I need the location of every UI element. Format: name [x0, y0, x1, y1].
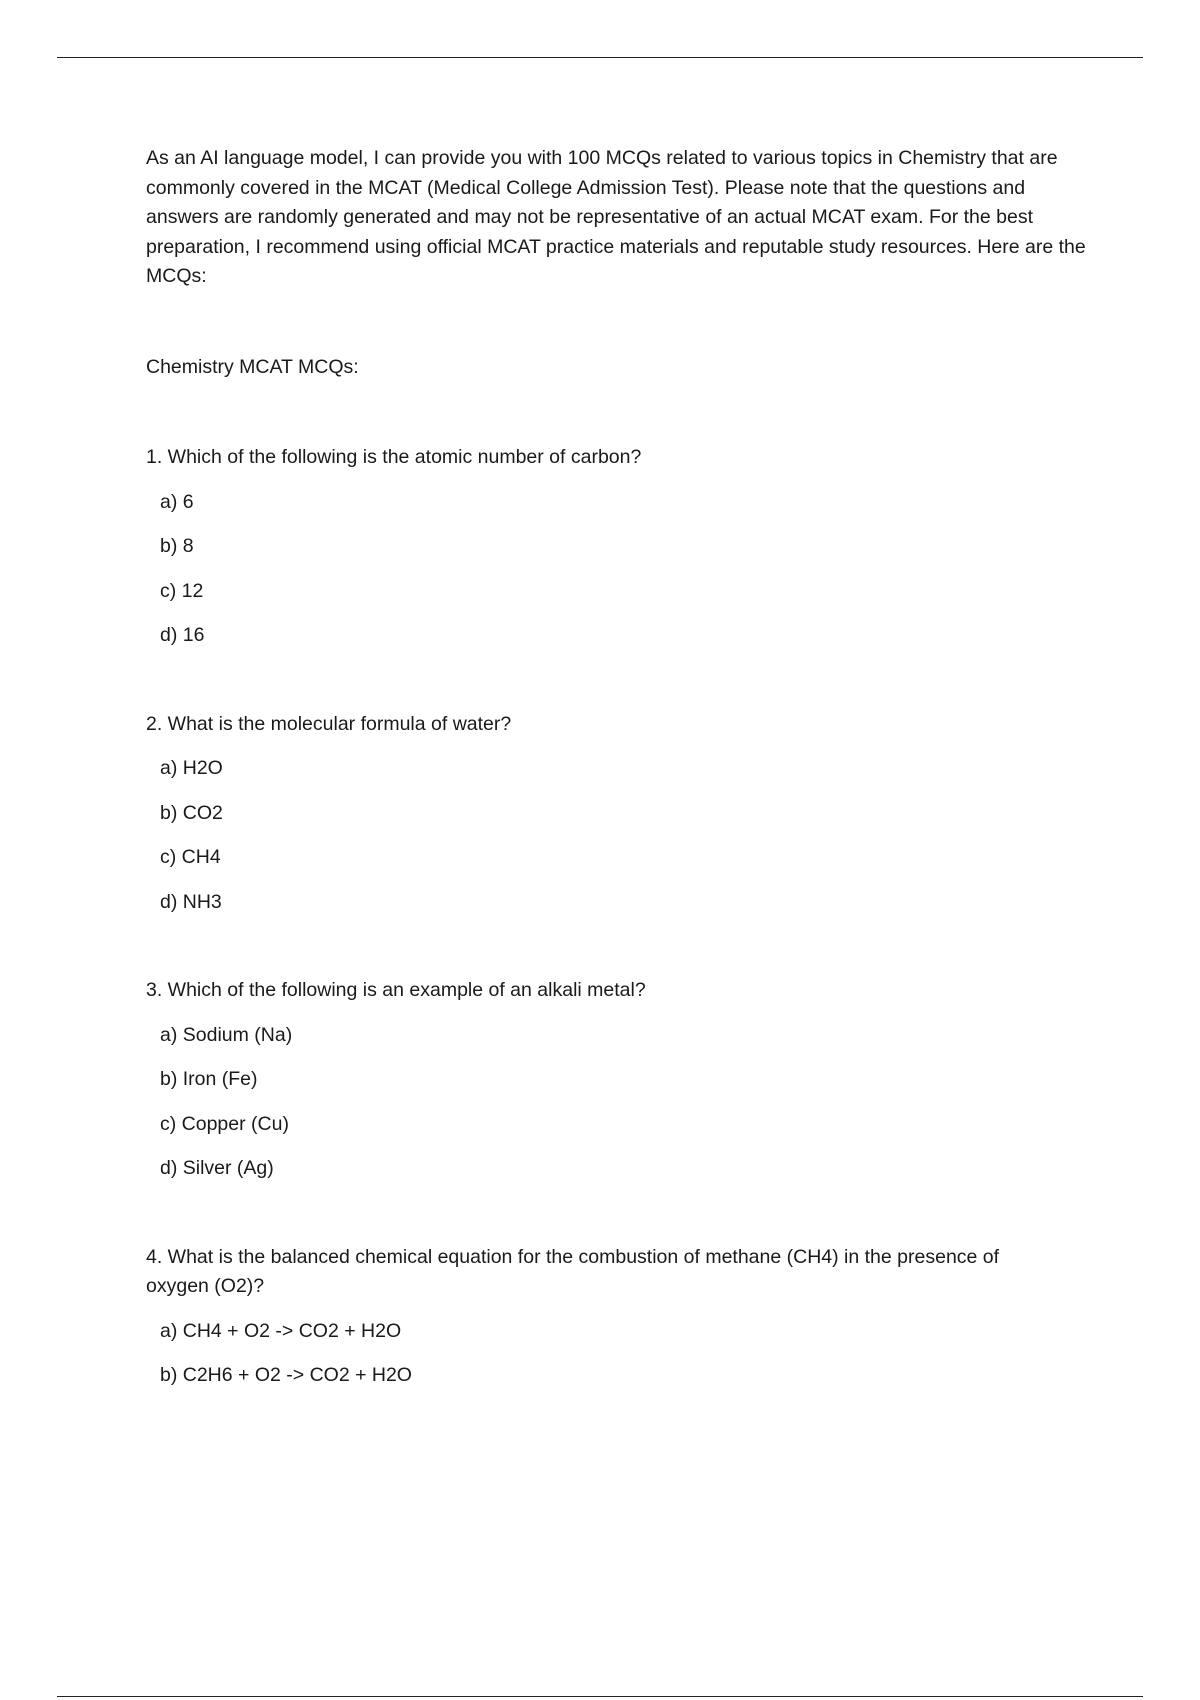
- question-list: [146, 443, 1106, 1391]
- option: b) Iron (Fe): [160, 1068, 258, 1090]
- document-body: [146, 144, 1106, 1450]
- option-list: [146, 488, 1106, 651]
- option: c) CH4: [160, 846, 221, 868]
- option-list: [146, 1021, 1106, 1184]
- option: a) CH4 + O2 -> CO2 + H2O: [160, 1319, 402, 1342]
- option: a) Sodium (Na): [160, 1023, 293, 1046]
- option-list: [146, 1317, 1106, 1391]
- option: d) 16: [160, 624, 205, 646]
- option: d) Silver (Ag): [160, 1157, 274, 1179]
- header-rule: [57, 57, 1143, 58]
- question-text: 3. Which of the following is an example of an alkali metal?: [146, 979, 646, 1001]
- option: d) NH3: [160, 890, 222, 913]
- question-text: 2. What is the molecular formula of water?: [146, 712, 512, 735]
- question-item: [146, 1243, 1106, 1391]
- section-title: Chemistry MCAT MCQs:: [146, 355, 359, 378]
- option: b) C2H6 + O2 -> CO2 + H2O: [160, 1364, 412, 1386]
- option: b) CO2: [160, 801, 223, 824]
- option: a) H2O: [160, 757, 223, 779]
- intro-paragraph: As an AI language model, I can provide you with 100 MCQs related to various topics in Chemistry that are commonly covered in the MCAT (Medical College Admission Test). Please note that the questions and answers are randomly generated and may not be representative of an actual MCAT exam. For the best preparation, I recommend using official MCAT practice materials and reputable study resources. Here are the MCQs:: [146, 147, 1086, 287]
- option: a) 6: [160, 490, 194, 513]
- option: c) Copper (Cu): [160, 1112, 289, 1135]
- option-list: [146, 754, 1106, 917]
- option: b) 8: [160, 535, 194, 557]
- question-item: [146, 710, 1106, 918]
- option: c) 12: [160, 579, 204, 602]
- footer-rule: [57, 1696, 1143, 1697]
- question-text: 4. What is the balanced chemical equation for the combustion of methane (CH4) in the presence of oxygen (O2)?: [146, 1245, 1000, 1297]
- question-item: [146, 443, 1106, 651]
- question-item: [146, 976, 1106, 1184]
- question-text: 1. Which of the following is the atomic number of carbon?: [146, 446, 642, 468]
